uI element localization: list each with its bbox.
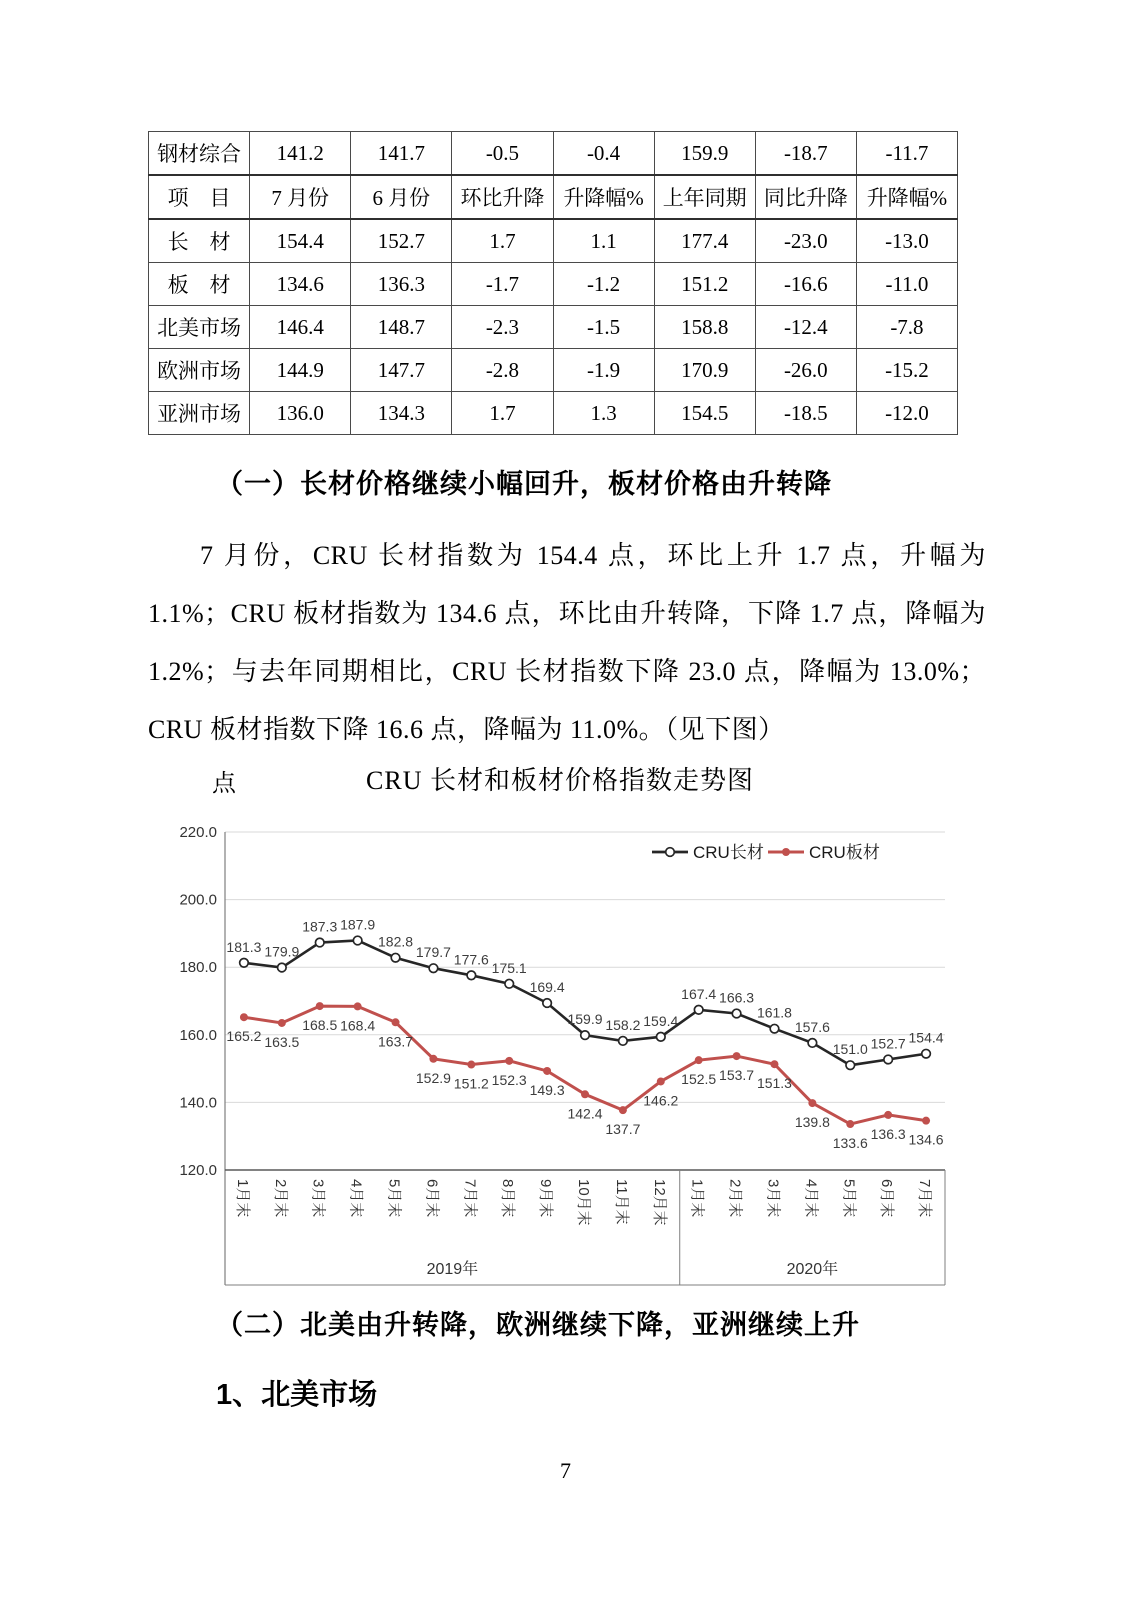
month-label: 3月末	[764, 1179, 782, 1218]
year-label: 2020年	[786, 1261, 839, 1278]
table-cell: -12.4	[755, 306, 856, 349]
table-cell: 6 月份	[351, 175, 452, 219]
table-cell: -1.2	[553, 263, 654, 306]
table-cell: 154.4	[250, 219, 351, 263]
gridlines	[179, 824, 945, 1179]
section1-heading: （一）长材价格继续小幅回升，板材价格由升转降	[216, 469, 832, 499]
table-cell: 146.4	[250, 306, 351, 349]
marker-open-circle-icon	[429, 964, 438, 973]
table-cell: -0.5	[452, 132, 553, 176]
marker-open-circle-icon	[922, 1049, 931, 1058]
marker-open-circle-icon	[884, 1055, 893, 1064]
data-label: 175.1	[491, 959, 527, 976]
month-label: 4月末	[802, 1179, 820, 1218]
month-label: 6月末	[878, 1179, 896, 1218]
data-label: 142.4	[567, 1105, 603, 1122]
table-cell: 环比升降	[452, 175, 553, 219]
marker-filled-circle-icon	[240, 1013, 248, 1021]
table-row	[149, 349, 958, 392]
section2-heading: （二）北美由升转降，欧洲继续下降，亚洲继续上升	[216, 1310, 860, 1340]
legend	[652, 843, 880, 862]
y-axis-tick-label: 120.0	[179, 1162, 217, 1179]
month-label: 8月末	[499, 1179, 517, 1218]
data-label: 158.2	[605, 1016, 641, 1033]
table-cell: -1.9	[553, 349, 654, 392]
data-label: 177.6	[453, 951, 489, 968]
table-cell: 北美市场	[149, 306, 250, 349]
table-cell: -11.0	[856, 263, 957, 306]
marker-filled-circle-icon	[429, 1055, 437, 1063]
table-cell: 1.3	[553, 392, 654, 435]
table-row	[149, 392, 958, 435]
marker-open-circle-icon	[770, 1024, 779, 1033]
data-label: 165.2	[226, 1028, 262, 1045]
marker-filled-circle-icon	[543, 1067, 551, 1075]
table-cell: 141.7	[351, 132, 452, 176]
marker-open-circle-icon	[808, 1039, 817, 1048]
data-label: 154.4	[908, 1029, 944, 1046]
marker-open-circle-icon	[391, 953, 400, 962]
legend-item-label: CRU长材	[693, 843, 764, 862]
marker-filled-circle-icon	[581, 1090, 589, 1098]
data-label: 159.9	[567, 1011, 603, 1028]
marker-open-circle-icon	[315, 938, 324, 947]
legend-item-label: CRU板材	[809, 843, 880, 862]
table-cell: 长 材	[149, 219, 250, 263]
table-cell: -16.6	[755, 263, 856, 306]
data-label: 179.9	[264, 943, 300, 960]
price-index-table	[148, 131, 958, 435]
legend-marker-icon	[666, 848, 675, 857]
data-label: 151.3	[756, 1075, 792, 1092]
table-cell: 141.2	[250, 132, 351, 176]
y-axis-tick-label: 200.0	[179, 891, 217, 909]
table-cell: 钢材综合	[149, 132, 250, 176]
table-cell: 154.5	[654, 392, 755, 435]
data-label: 157.6	[794, 1018, 830, 1035]
marker-filled-circle-icon	[354, 1002, 362, 1010]
table-cell: 152.7	[351, 219, 452, 263]
table-cell: 170.9	[654, 349, 755, 392]
data-label: 149.3	[529, 1081, 565, 1098]
page-number: 7	[560, 1458, 571, 1483]
marker-open-circle-icon	[619, 1037, 628, 1046]
marker-filled-circle-icon	[505, 1057, 513, 1065]
table-cell: -2.3	[452, 306, 553, 349]
marker-filled-circle-icon	[770, 1060, 778, 1068]
y-axis-tick-label: 180.0	[179, 959, 217, 977]
table-cell: 欧洲市场	[149, 349, 250, 392]
table-cell: 1.7	[452, 392, 553, 435]
month-label: 1月末	[233, 1179, 251, 1218]
y-axis-tick-label: 160.0	[179, 1026, 217, 1044]
data-label: 152.3	[491, 1071, 527, 1088]
month-label: 2月末	[726, 1179, 744, 1218]
table-cell: 7 月份	[250, 175, 351, 219]
table-cell: 1.7	[452, 219, 553, 263]
marker-filled-circle-icon	[392, 1018, 400, 1026]
data-label: 182.8	[378, 933, 414, 950]
table-cell: 134.3	[351, 392, 452, 435]
data-label: 166.3	[719, 989, 755, 1006]
data-label: 168.4	[340, 1017, 376, 1034]
data-label: 179.7	[415, 944, 451, 961]
legend-marker-icon	[782, 848, 790, 856]
data-label: 168.5	[302, 1017, 338, 1034]
data-label: 151.0	[832, 1041, 868, 1058]
month-label: 10月末	[575, 1179, 592, 1226]
data-label: 187.3	[302, 918, 338, 935]
data-label: 152.5	[681, 1071, 717, 1088]
table-cell: 同比升降	[755, 175, 856, 219]
marker-filled-circle-icon	[846, 1120, 854, 1128]
table-cell: -0.4	[553, 132, 654, 176]
month-label: 12月末	[650, 1179, 668, 1226]
table-cell: 升降幅%	[856, 175, 957, 219]
section2-subheading: 1、北美市场	[216, 1379, 378, 1411]
year-label: 2019年	[426, 1261, 479, 1278]
table-cell: 151.2	[654, 263, 755, 306]
marker-filled-circle-icon	[278, 1019, 286, 1027]
table-cell: 亚洲市场	[149, 392, 250, 435]
table-cell: -7.8	[856, 306, 957, 349]
data-label: 152.9	[415, 1069, 451, 1086]
chart-title: CRU 长材和板材价格指数走势图	[366, 766, 754, 795]
month-label: 3月末	[309, 1179, 327, 1218]
table-cell: -1.7	[452, 263, 553, 306]
month-label: 6月末	[423, 1179, 441, 1218]
y-axis-tick-label: 220.0	[179, 824, 217, 841]
table-cell: 158.8	[654, 306, 755, 349]
table-cell: 177.4	[654, 219, 755, 263]
table-cell: 上年同期	[654, 175, 755, 219]
marker-filled-circle-icon	[657, 1077, 665, 1085]
table-cell: -13.0	[856, 219, 957, 263]
section1-paragraph: 7 月份，CRU 长材指数为 154.4 点，环比上升 1.7 点，升幅为 1.1%；CRU 板材指数为 134.6 点，环比由升转降，下降 1.7 点，降幅为 1.2%；与去年同期相比，CRU 长材指数下降 23.0 点，降幅为 13.0%；CRU 板材指数下降 16.6 点，降幅为 11.0%。（见下图）	[148, 541, 986, 744]
marker-filled-circle-icon	[884, 1111, 892, 1119]
marker-open-circle-icon	[240, 959, 249, 968]
marker-open-circle-icon	[581, 1031, 590, 1040]
month-label: 5月末	[385, 1179, 403, 1218]
table-cell: 136.3	[351, 263, 452, 306]
table-cell: 144.9	[250, 349, 351, 392]
table-row	[149, 175, 958, 219]
month-label: 5月末	[840, 1179, 858, 1218]
chart-unit-label: 点	[212, 771, 236, 797]
data-label: 137.7	[605, 1121, 641, 1138]
month-label: 7月末	[461, 1179, 479, 1218]
data-label: 167.4	[681, 985, 717, 1002]
month-label: 11月末	[612, 1179, 630, 1225]
month-label: 1月末	[688, 1179, 706, 1218]
table-cell: -18.7	[755, 132, 856, 176]
table-cell: -26.0	[755, 349, 856, 392]
table-cell: -12.0	[856, 392, 957, 435]
marker-open-circle-icon	[505, 979, 514, 988]
series-0	[226, 916, 943, 1069]
table-cell: 134.6	[250, 263, 351, 306]
data-label: 146.2	[643, 1092, 679, 1109]
table-cell: -18.5	[755, 392, 856, 435]
marker-open-circle-icon	[694, 1005, 703, 1014]
marker-open-circle-icon	[467, 971, 476, 980]
marker-open-circle-icon	[732, 1009, 741, 1018]
table-row	[149, 306, 958, 349]
marker-filled-circle-icon	[467, 1061, 475, 1069]
table-cell: -11.7	[856, 132, 957, 176]
data-label: 153.7	[719, 1067, 755, 1084]
month-label: 9月末	[537, 1179, 555, 1218]
data-label: 133.6	[832, 1135, 868, 1152]
data-label: 152.7	[870, 1035, 906, 1052]
series-line	[244, 940, 926, 1065]
data-label: 161.8	[756, 1004, 792, 1021]
table-cell: -23.0	[755, 219, 856, 263]
table-cell: 升降幅%	[553, 175, 654, 219]
y-axis-tick-label: 140.0	[179, 1094, 217, 1112]
data-label: 187.9	[340, 916, 376, 933]
data-label: 151.2	[453, 1075, 489, 1092]
marker-open-circle-icon	[656, 1033, 665, 1042]
marker-open-circle-icon	[543, 999, 552, 1008]
month-label: 4月末	[347, 1179, 365, 1218]
table-row	[149, 263, 958, 306]
trend-line-chart	[160, 800, 960, 1292]
data-label: 159.4	[643, 1012, 679, 1029]
data-label: 136.3	[870, 1125, 906, 1142]
marker-open-circle-icon	[846, 1061, 855, 1070]
table-cell: -2.8	[452, 349, 553, 392]
table-cell: 159.9	[654, 132, 755, 176]
marker-filled-circle-icon	[922, 1117, 930, 1125]
table-cell: 板 材	[149, 263, 250, 306]
data-label: 139.8	[794, 1114, 830, 1131]
marker-filled-circle-icon	[733, 1052, 741, 1060]
data-label: 163.5	[264, 1033, 300, 1050]
table-cell: -15.2	[856, 349, 957, 392]
table-cell: 148.7	[351, 306, 452, 349]
table-row	[149, 132, 958, 176]
x-axis-labels	[234, 1179, 933, 1226]
table-row	[149, 219, 958, 263]
marker-open-circle-icon	[353, 936, 362, 945]
marker-filled-circle-icon	[808, 1099, 816, 1107]
data-label: 181.3	[226, 938, 262, 955]
data-label: 163.7	[378, 1033, 414, 1050]
marker-filled-circle-icon	[695, 1056, 703, 1064]
table-cell: 1.1	[553, 219, 654, 263]
table-cell: 147.7	[351, 349, 452, 392]
data-label: 134.6	[908, 1131, 944, 1148]
marker-filled-circle-icon	[619, 1106, 627, 1114]
table-cell: 项 目	[149, 175, 250, 219]
marker-filled-circle-icon	[316, 1002, 324, 1010]
month-label: 7月末	[916, 1179, 934, 1218]
table-cell: -1.5	[553, 306, 654, 349]
table-cell: 136.0	[250, 392, 351, 435]
marker-open-circle-icon	[278, 963, 287, 972]
month-label: 2月末	[271, 1179, 289, 1218]
data-label: 169.4	[529, 979, 565, 996]
